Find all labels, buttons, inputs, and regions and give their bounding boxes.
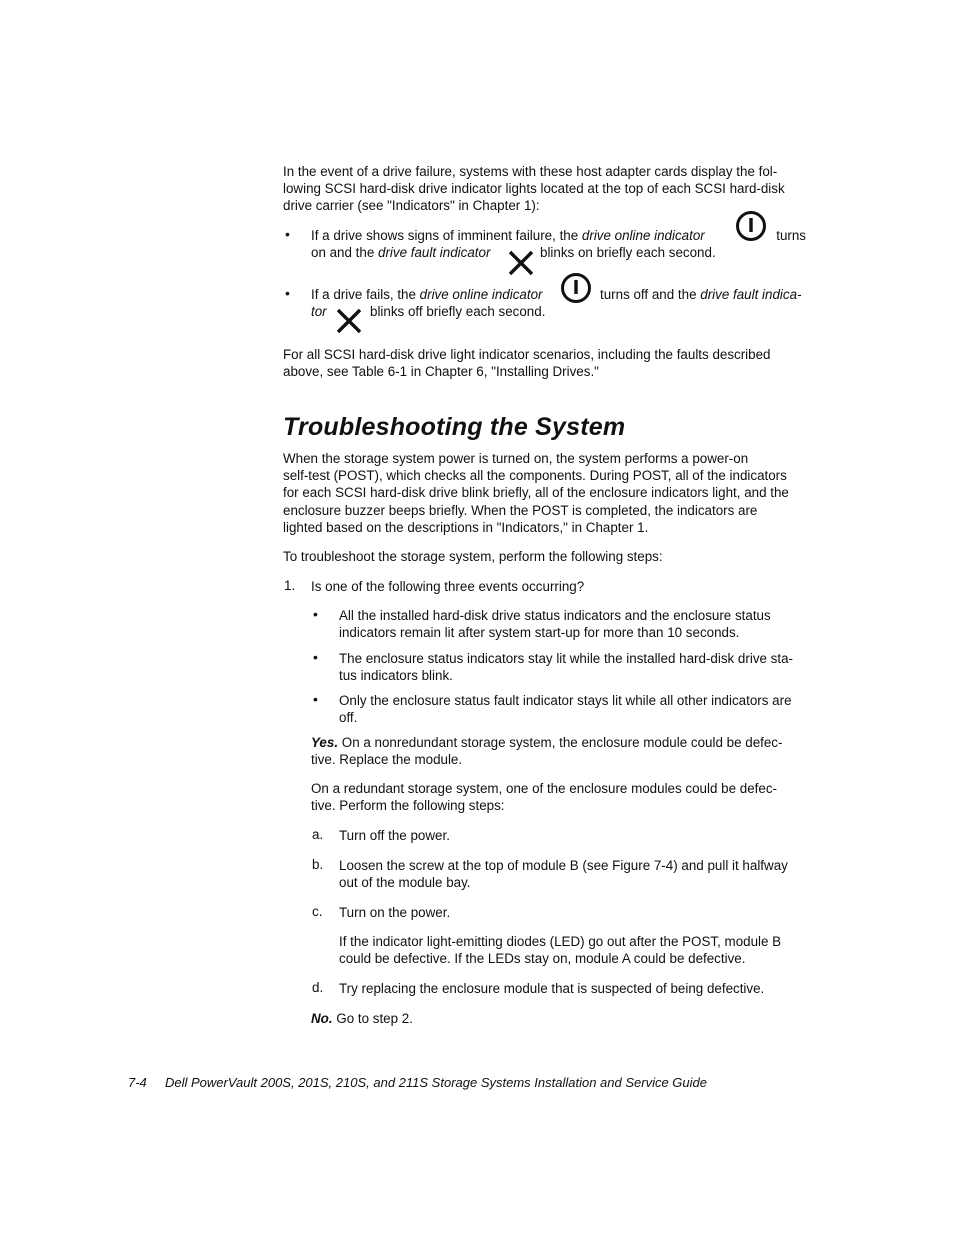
bullet-dot: •	[285, 226, 290, 242]
bullet-text-end: blinks on briefly each second.	[540, 245, 716, 260]
substep-letter: c.	[312, 904, 323, 919]
bullet-text: If a drive shows signs of imminent failure, the	[311, 228, 582, 243]
bullet-dot: •	[313, 649, 318, 665]
no-label: No.	[311, 1011, 333, 1026]
bullet-text-end: blinks off briefly each second.	[370, 304, 546, 319]
drive-fault-indicator-term: tor	[311, 304, 327, 319]
page-number: 7-4	[128, 1075, 147, 1090]
section-heading: Troubleshooting the System	[283, 413, 626, 441]
power-icon	[735, 210, 767, 242]
redundant-line: tive. Perform the following steps:	[311, 798, 505, 814]
substep-item	[339, 857, 818, 891]
drive-fault-indicator-term: drive fault indicator	[378, 245, 491, 260]
led-line: If the indicator light-emitting diodes (LED) go out after the POST, module B	[339, 934, 782, 949]
yes-paragraph	[311, 734, 818, 768]
step-number: 1.	[284, 578, 296, 593]
intro-line: lowing SCSI hard-disk drive indicator lights located at the top of each SCSI hard-disk	[283, 181, 785, 197]
event-item	[339, 607, 818, 641]
event-line: The enclosure status indicators stay lit while the installed hard-disk drive sta-	[339, 651, 794, 666]
yes-label: Yes.	[311, 735, 339, 750]
post-line: When the storage system power is turned on, the system performs a power-on	[283, 451, 749, 466]
yes-text: tive. Replace the module.	[311, 752, 463, 768]
drive-fault-indicator-term: drive fault indica-	[700, 287, 802, 302]
drive-online-indicator-term: drive online indicator	[419, 287, 543, 302]
led-paragraph	[339, 933, 818, 967]
scenarios-paragraph	[283, 346, 818, 380]
scenarios-line: For all SCSI hard-disk drive light indicator scenarios, including the faults described	[283, 347, 771, 362]
event-item	[339, 692, 818, 726]
event-line: off.	[339, 710, 358, 726]
bullet-text: turns off and the	[600, 287, 701, 302]
bullet-text-end: turns	[776, 228, 806, 243]
steps-intro: To troubleshoot the storage system, perform the following steps:	[283, 549, 663, 564]
substep-letter: b.	[312, 857, 324, 872]
bullet-text: If a drive fails, the	[311, 287, 420, 302]
event-line: indicators remain lit after system start-up for more than 10 seconds.	[339, 625, 740, 641]
substep-text: Turn on the power.	[339, 905, 451, 920]
intro-line: drive carrier (see "Indicators" in Chapter 1):	[283, 198, 540, 214]
redundant-line: On a redundant storage system, one of the enclosure modules could be defec-	[311, 781, 777, 796]
bullet-text: on and the	[311, 245, 379, 260]
led-line: could be defective. If the LEDs stay on, module A could be defective.	[339, 951, 746, 967]
yes-text: On a nonredundant storage system, the enclosure module could be defec-	[338, 735, 783, 750]
intro-line: In the event of a drive failure, systems with these host adapter cards display the fol-	[283, 164, 778, 179]
scenarios-line: above, see Table 6-1 in Chapter 6, "Installing Drives."	[283, 364, 599, 380]
substep-line: out of the module bay.	[339, 875, 471, 891]
post-line: for each SCSI hard-disk drive blink briefly, all of the enclosure indicators light, and the	[283, 485, 789, 501]
step-text: Is one of the following three events occurring?	[311, 579, 585, 594]
post-line: enclosure buzzer beeps briefly. When the POST is completed, the indicators are	[283, 502, 758, 518]
substep-letter: d.	[312, 980, 324, 995]
no-text: Go to step 2.	[332, 1011, 413, 1026]
post-line: lighted based on the descriptions in "Indicators," in Chapter 1.	[283, 519, 649, 535]
redundant-paragraph	[311, 780, 818, 814]
power-icon	[560, 272, 592, 304]
event-line: Only the enclosure status fault indicator stays lit while all other indicators are	[339, 693, 792, 708]
intro-paragraph	[283, 163, 818, 215]
x-icon	[335, 307, 363, 335]
substep-line: Loosen the screw at the top of module B (see Figure 7-4) and pull it halfway	[339, 858, 788, 873]
no-paragraph	[311, 1010, 818, 1027]
footer-title: Dell PowerVault 200S, 201S, 210S, and 211S Storage Systems Installation and Service Guide	[165, 1075, 707, 1090]
substep-letter: a.	[312, 827, 324, 842]
substep-text: Try replacing the enclosure module that is suspected of being defective.	[339, 981, 765, 996]
substep-text: Turn off the power.	[339, 828, 450, 843]
post-line: self-test (POST), which checks all the components. During POST, all of the indicators	[283, 468, 787, 484]
x-icon	[507, 249, 535, 277]
event-line: All the installed hard-disk drive status indicators and the enclosure status	[339, 608, 771, 623]
bullet-dot: •	[313, 606, 318, 622]
event-line: tus indicators blink.	[339, 668, 453, 684]
event-item	[339, 650, 818, 684]
drive-online-indicator-term: drive online indicator	[581, 228, 705, 243]
bullet-dot: •	[313, 691, 318, 707]
bullet-dot: •	[285, 285, 290, 301]
post-paragraph	[283, 450, 818, 536]
